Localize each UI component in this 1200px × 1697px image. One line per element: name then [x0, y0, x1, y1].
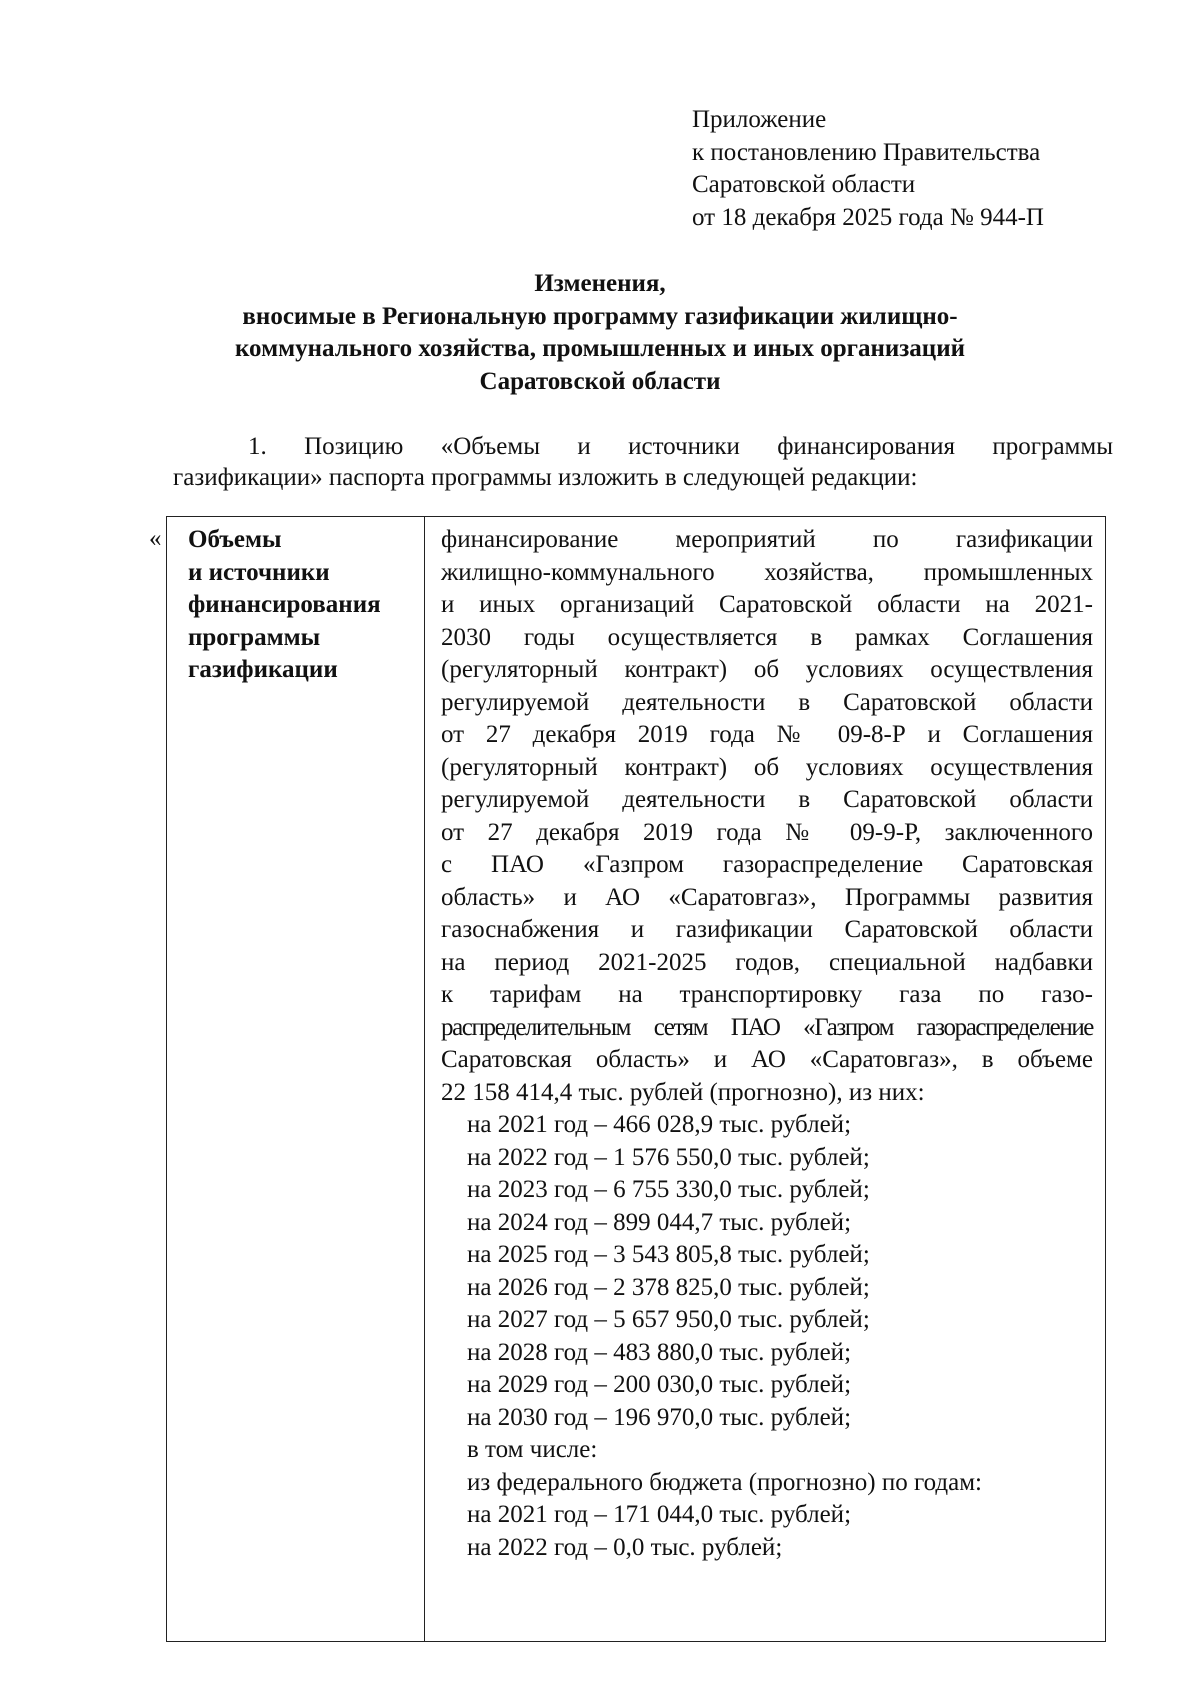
content-line: от 27 декабря 2019 года № 09-9-Р, заключенного — [441, 818, 1093, 846]
position-label-cell — [188, 524, 381, 687]
year-amount: на 2021 год – 466 028,9 тыс. рублей; — [467, 1111, 852, 1138]
year-amount: на 2024 год – 899 044,7 тыс. рублей; — [467, 1208, 852, 1236]
intro-line: 1. Позицию «Объемы и источники финансирования программы — [248, 433, 1113, 460]
year-amount: на 2029 год – 200 030,0 тыс. рублей; — [467, 1371, 852, 1398]
content-line: от 27 декабря 2019 года № 09-8-Р и Соглашения — [441, 721, 1093, 748]
year-amount: на 2022 год – 1 576 550,0 тыс. рублей; — [467, 1143, 870, 1171]
title-line: Саратовской области — [479, 367, 721, 395]
content-line: с ПАО «Газпром газораспределение Саратовская — [441, 851, 1093, 878]
federal-budget-heading: из федерального бюджета (прогнозно) по годам: — [467, 1468, 982, 1496]
content-line: на период 2021-2025 годов, специальной надбавки — [441, 948, 1093, 976]
year-amount: на 2027 год – 5 657 950,0 тыс. рублей; — [467, 1306, 870, 1333]
year-amount: на 2025 год – 3 543 805,8 тыс. рублей; — [467, 1241, 870, 1268]
appendix-line: к постановлению Правительства — [692, 138, 1041, 166]
content-line: финансирование мероприятий по газификации — [441, 526, 1093, 553]
content-line: распределительным сетям ПАО «Газпром газораспределение — [441, 1013, 1093, 1041]
position-label-line: программы — [188, 623, 321, 651]
column-divider — [424, 517, 425, 1641]
content-line: жилищно-коммунального хозяйства, промышленных — [441, 558, 1093, 586]
content-line: (регуляторный контракт) об условиях осуществления — [441, 753, 1093, 781]
content-line: регулируемой деятельности в Саратовской области — [441, 786, 1093, 813]
year-amount: на 2030 год – 196 970,0 тыс. рублей; — [467, 1403, 852, 1431]
position-label-line: газификации — [188, 656, 338, 683]
content-line: и иных организаций Саратовской области на 2021- — [441, 591, 1093, 618]
title-line: коммунального хозяйства, промышленных и иных организаций — [234, 335, 966, 362]
content-line: газоснабжения и газификации Саратовской области — [441, 916, 1093, 943]
position-label-line: финансирования — [188, 591, 381, 618]
intro-line: газификации» паспорта программы изложить в следующей редакции: — [173, 464, 918, 491]
year-amount: на 2028 год – 483 880,0 тыс. рублей; — [467, 1338, 852, 1366]
content-line: область» и АО «Саратовгаз», Программы развития — [441, 883, 1093, 911]
including-label: в том числе: — [467, 1436, 598, 1463]
position-label-line: и источники — [188, 558, 330, 586]
position-content-cell — [441, 524, 1093, 1564]
content-line: регулируемой деятельности в Саратовской области — [441, 688, 1093, 716]
title-line: вносимые в Региональную программу газификации жилищно- — [242, 302, 958, 330]
year-amount: на 2026 год – 2 378 825,0 тыс. рублей; — [467, 1273, 870, 1301]
total-amount-line: 22 158 414,4 тыс. рублей (прогнозно), из них: — [441, 1078, 925, 1106]
intro-paragraph — [173, 431, 1113, 493]
appendix-line: от 18 декабря 2025 года № 944-П — [692, 203, 1044, 231]
content-line: (регуляторный контракт) об условиях осуществления — [441, 656, 1093, 683]
federal-year-amount: на 2022 год – 0,0 тыс. рублей; — [467, 1533, 783, 1561]
open-quote-mark: « — [149, 525, 162, 552]
appendix-line: Саратовской области — [692, 171, 916, 198]
year-amount: на 2023 год – 6 755 330,0 тыс. рублей; — [467, 1176, 870, 1203]
position-label-line: Объемы — [188, 526, 282, 553]
content-line: Саратовская область» и АО «Саратовгаз», в объеме — [441, 1046, 1093, 1073]
content-line: к тарифам на транспортировку газа по газо- — [441, 981, 1093, 1008]
passport-table — [166, 516, 1106, 1642]
document-title — [170, 268, 1030, 398]
appendix-line: Приложение — [692, 106, 827, 133]
federal-year-amount: на 2021 год – 171 044,0 тыс. рублей; — [467, 1501, 852, 1528]
appendix-header — [692, 104, 1044, 234]
content-line: 2030 годы осуществляется в рамках Соглашения — [441, 623, 1093, 651]
title-line: Изменения, — [534, 270, 666, 297]
